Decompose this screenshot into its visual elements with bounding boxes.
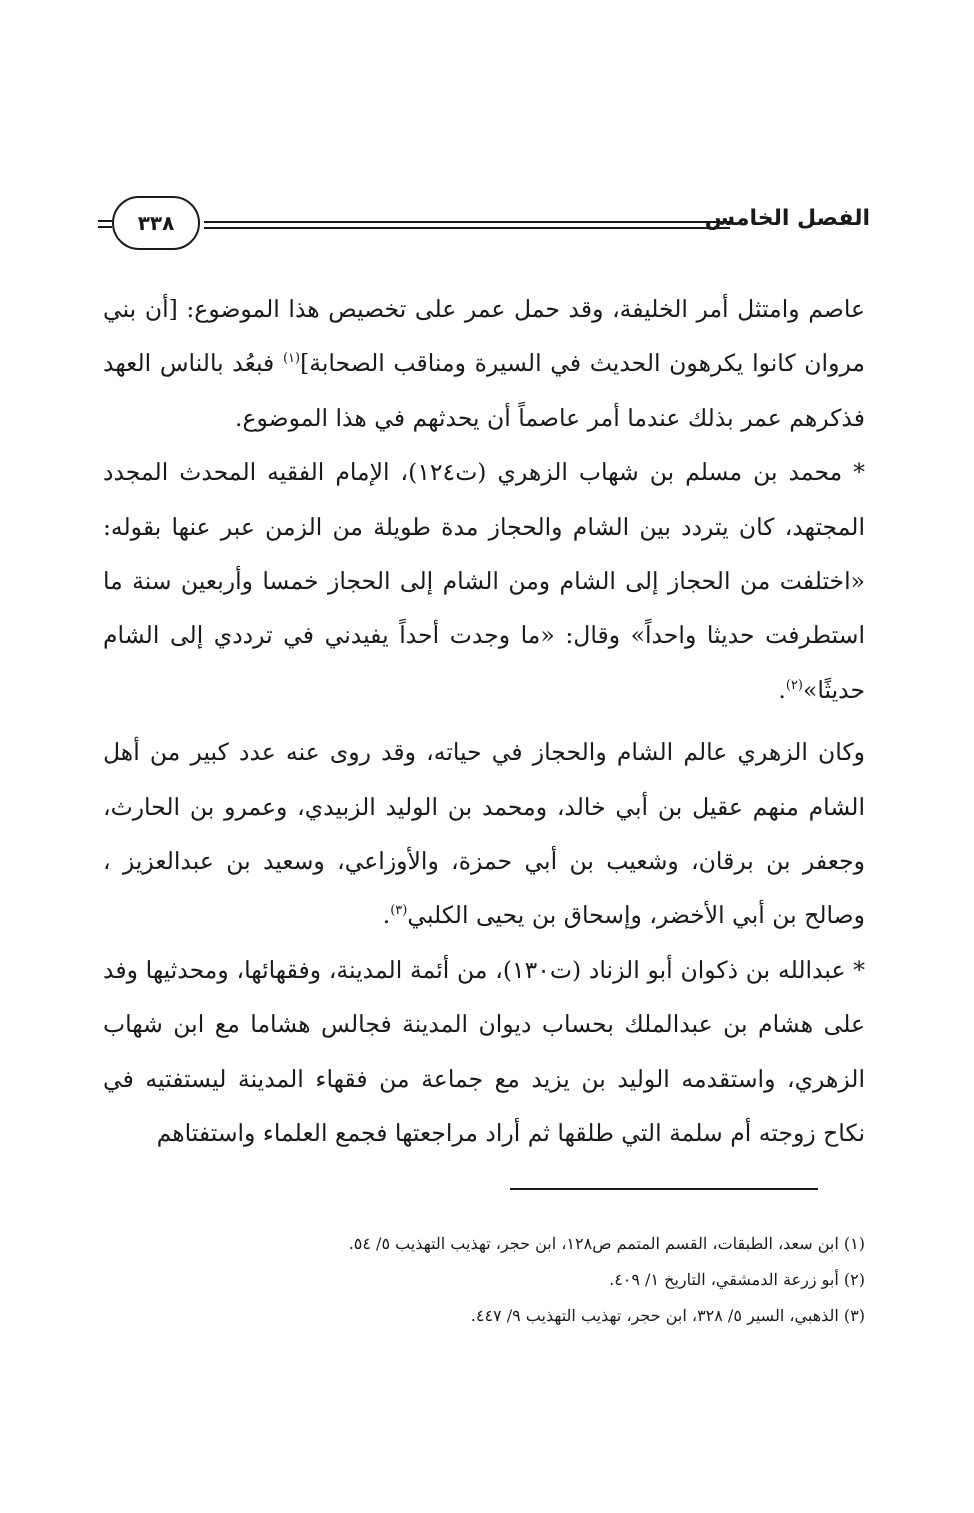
paragraph-3-text: وكان الزهري عالم الشام والحجاز في حياته، وقد روى عنه عدد كبير من أهل الشام منهم عقيل بن أبي خالد، ومحمد بن الوليد الزبيدي، وعمرو بن الحارث، وجعفر بن برقان، وشعيب بن أبي حمزة، والأوزاعي، وسعيد بن عبدالعزيز ، وصالح بن أبي الأخضر، وإسحاق بن يحيى الكلبي [103, 738, 865, 930]
footnote-3: (٣) الذهبي، السير ٥/ ٣٢٨، ابن حجر، تهذيب التهذيب ٩/ ٤٤٧. [470, 1306, 865, 1325]
page-number: ٣٣٨ [137, 211, 175, 235]
footnote-ref-2: (٢) [785, 678, 803, 694]
paragraph-4-text: * عبدالله بن ذكوان أبو الزناد (ت١٣٠)، من أئمة المدينة، وفقهائها، ومحدثيها وفد على هشام بن عبدالملك بحساب ديوان المدينة فجالس هشاما مع ابن شهاب الزهري، واستقدمه الوليد بن يزيد مع جماعة من فقهاء المدينة ليستفتيه في نكاح زوجته أم سلمة التي طلقها ثم أراد مراجعتها فجمع العلماء واستفتاهم [103, 955, 865, 1148]
paragraph-1-text: عاصم وامتثل أمر الخليفة، وقد حمل عمر على تخصيص هذا الموضوع: [أن بني مروان كانوا يكرهون الحديث في السيرة ومناقب الصحابة] [103, 295, 865, 378]
paragraph-3-end: . [382, 901, 391, 930]
paragraph-1 [103, 282, 865, 445]
main-text [103, 282, 865, 1161]
page-number-badge [112, 196, 200, 250]
paragraph-3 [103, 725, 865, 943]
footnote-2: (٢) أبو زرعة الدمشقي، التاريخ ١/ ٤٠٩. [609, 1270, 865, 1289]
paragraph-2-text: * محمد بن مسلم بن شهاب الزهري (ت١٢٤)، الإمام الفقيه المحدث المجدد المجتهد، كان يتردد بين الشام والحجاز مدة طويلة من الزمن عبر عنها بقوله: «اختلفت من الحجاز إلى الشام ومن الشام إلى الحجاز خمسا وأربعين سنة ما استطرفت حديثا واحداً» وقال: «ما وجدت أحداً يفيدني في ترددي إلى الشام حديثًا» [103, 458, 865, 704]
paragraph-4 [103, 943, 865, 1161]
header-left-rule [98, 220, 112, 229]
footnote-ref-3: (٣) [390, 903, 408, 919]
paragraph-2 [103, 445, 865, 717]
footnote-separator [510, 1188, 818, 1190]
header-double-rule [204, 221, 730, 230]
chapter-title: الفصل الخامس [704, 206, 870, 231]
paragraph-1-text-cont: فبعُد بالناس العهد فذكرهم عمر بذلك عندما أمر عاصماً أن يحدثهم في هذا الموضوع. [103, 349, 865, 432]
footnote-1: (١) ابن سعد، الطبقات، القسم المتمم ص١٢٨، ابن حجر، تهذيب التهذيب ٥/ ٥٤. [348, 1234, 865, 1253]
page-header [98, 196, 870, 256]
footnotes [240, 1226, 865, 1334]
paragraph-2-end: . [778, 675, 786, 704]
footnote-ref-1: (١) [282, 351, 301, 367]
